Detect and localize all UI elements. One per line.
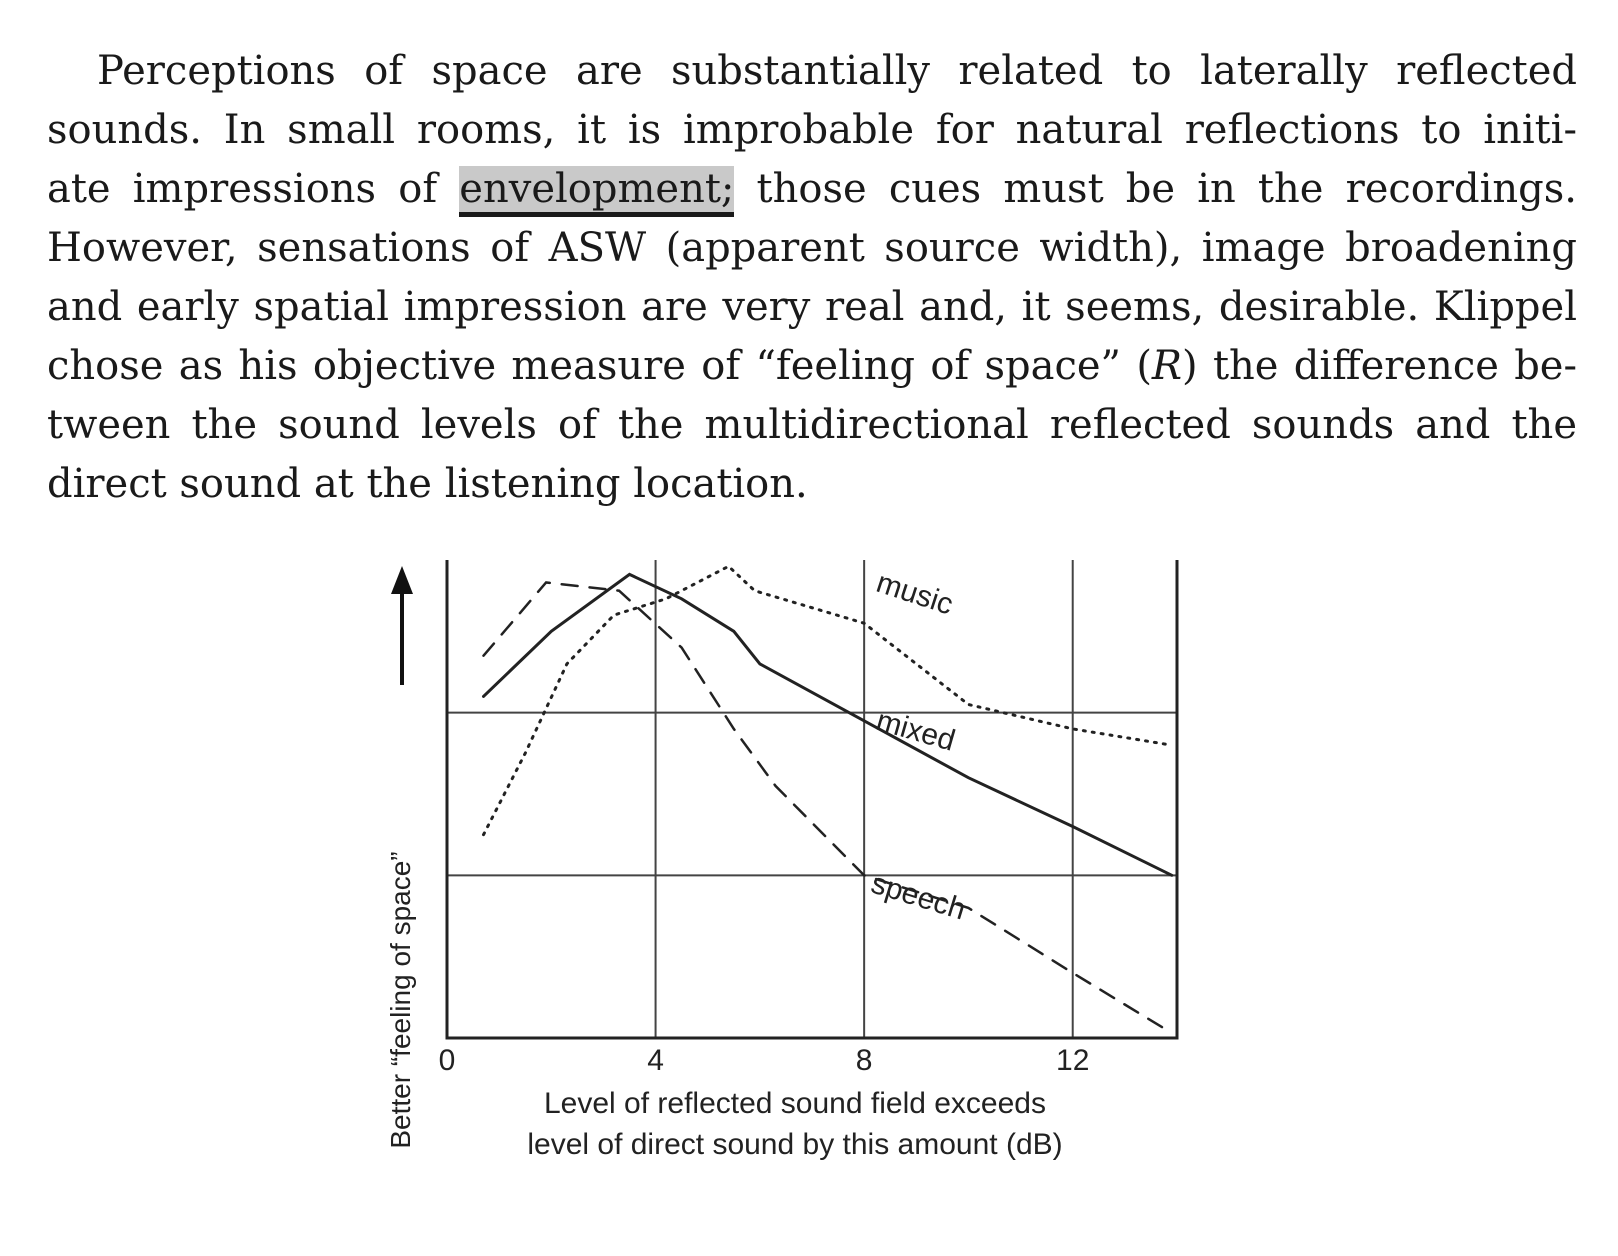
x-tick-label-8: 8 (855, 1044, 873, 1077)
highlighted-word[interactable]: envelopment; (459, 166, 734, 217)
grid (447, 560, 1177, 1038)
text-line-6 (47, 337, 1577, 396)
series-line-speech (484, 583, 1167, 1030)
y-axis-label-group (385, 851, 416, 1148)
text-line-5: and early spatial impression are very real and, it seems, desirable. Klippel (47, 284, 1577, 330)
text-line-2: sounds. In small rooms, it is improbable for natural reflections to initi- (47, 107, 1577, 153)
x-tick-label-0: 0 (438, 1044, 456, 1077)
text-line-3-start: ate impressions of (47, 166, 460, 212)
series-line-mixed (484, 574, 1172, 875)
figure (380, 560, 1210, 1220)
text-line-3-end: those cues must be in the recordings. (734, 166, 1578, 212)
text-line-7: tween the sound levels of the multidirectional reflected sounds and the (47, 402, 1577, 448)
series-labels (867, 566, 969, 927)
text-line-6-start: chose as his objective measure of “feeling of space” ( (47, 343, 1152, 389)
plot-frame (447, 560, 1177, 1038)
text-line-1: Perceptions of space are substantially related to laterally reflected (97, 48, 1577, 94)
series-label-mixed: mixed (872, 703, 959, 758)
x-tick-labels (439, 1044, 1090, 1077)
x-axis-label-line-1: Level of reflected sound field exceeds (544, 1087, 1046, 1120)
y-axis-label: Better “feeling of space” (385, 851, 416, 1149)
x-axis-label-line-2: level of direct sound by this amount (dB) (527, 1128, 1063, 1161)
y-axis-arrow (391, 566, 413, 685)
x-tick-label-12: 12 (1056, 1044, 1090, 1077)
text-line-8: direct sound at the listening location. (47, 461, 808, 507)
text-line-3 (47, 160, 1577, 219)
line-chart (380, 560, 1210, 1220)
series-label-music: music (872, 565, 958, 622)
series-label-speech: speech (867, 866, 970, 927)
body-paragraph (47, 42, 1577, 514)
x-tick-label-4: 4 (647, 1044, 664, 1077)
text-line-6-end: ) the difference be- (1182, 343, 1577, 389)
series-lines (484, 566, 1172, 1030)
italic-r: R (1151, 343, 1183, 389)
text-line-4: However, sensations of ASW (apparent source width), image broadening (47, 225, 1577, 271)
